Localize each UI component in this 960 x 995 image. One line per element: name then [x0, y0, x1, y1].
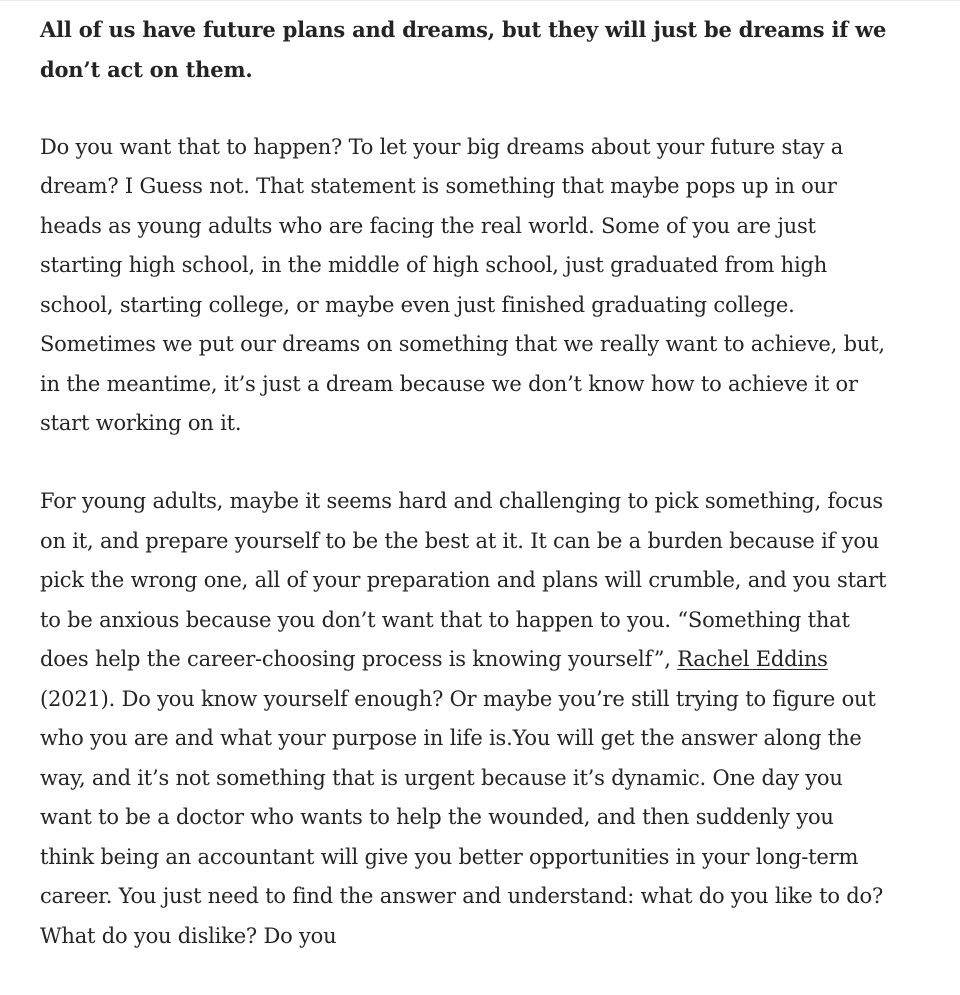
lead-paragraph: All of us have future plans and dreams, but they will just be dreams if we don’t act on them. — [40, 17, 887, 82]
paragraph-2 — [40, 482, 890, 956]
paragraph-2-text-before-link: For young adults, maybe it seems hard and challenging to pick something, focus on it, and prepare yourself to be the best at it. It can be a burden because if you pick the wrong one, all of your preparation and plans will crumble, and you start to be anxious because you don’t want that to happen to you. “Something that does help the career-choosing process is knowing yourself”, — [40, 489, 887, 671]
paragraph-1: Do you want that to happen? To let your big dreams about your future stay a dream? I Guess not. That statement is something that maybe pops up in our heads as young adults who are facing the real world. Some of you are just starting high school, in the middle of high school, just graduated from high school, starting college, or maybe even just finished graduating college. Sometimes we put our dreams on something that we really want to achieve, but, in the meantime, it’s just a dream because we don’t know how to achieve it or start working on it. — [40, 134, 885, 435]
paragraph-2-text-after-link: (2021). Do you know yourself enough? Or maybe you’re still trying to figure out who you are and what your purpose in life is.You will get the answer along the way, and it’s not something that is urgent because it’s dynamic. One day you want to be a doctor who wants to help the wounded, and then suddenly you think being an accountant will give you better opportunities in your long-term career. You just need to find the answer and understand: what do you like to do? What do you dislike? Do you — [40, 686, 884, 948]
article-body — [40, 10, 890, 995]
top-divider — [0, 0, 960, 1]
rachel-eddins-link[interactable]: Rachel Eddins — [677, 647, 828, 671]
